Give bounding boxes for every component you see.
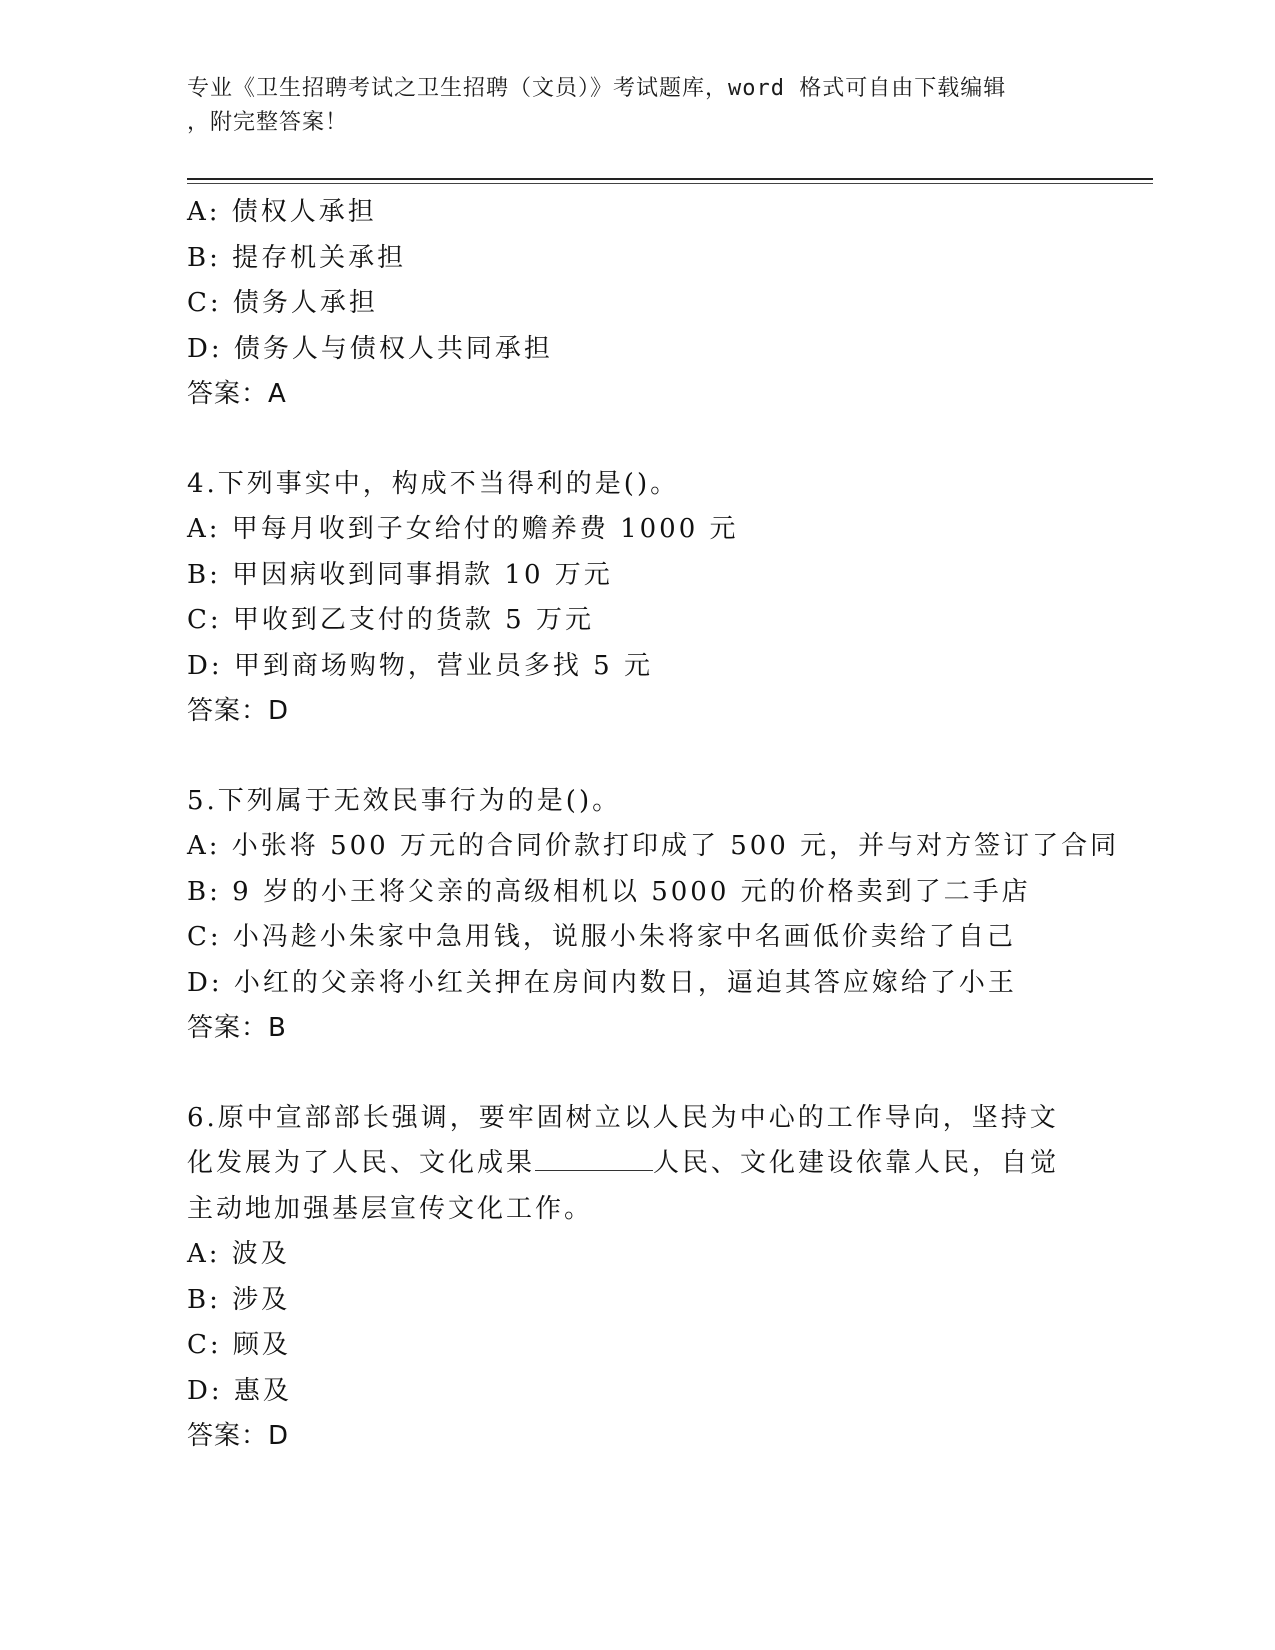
option-d: D: 债务人与债权人共同承担 (187, 333, 553, 364)
header-title-line-2: ，附完整答案！ (187, 110, 349, 135)
option-d: D: 甲到商场购物，营业员多找 5 元 (187, 650, 653, 681)
question-list (187, 190, 1120, 1460)
option-d: D: 小红的父亲将小红关押在房间内数日，逼迫其答应嫁给了小王 (187, 967, 1017, 998)
header-divider-thin (187, 183, 1153, 184)
answer: 答案：D (187, 1421, 290, 1451)
question-stem-part-2: 人民、文化建设依靠人民，自觉主动地加强基层宣传文化工作。 (187, 1148, 1060, 1224)
option-b: B: 甲因病收到同事捐款 10 万元 (187, 559, 613, 590)
answer: 答案：D (187, 696, 290, 726)
answer: 答案：B (187, 1013, 287, 1043)
question-6 (187, 1096, 1107, 1460)
option-b: B: 9 岁的小王将父亲的高级相机以 5000 元的价格卖到了二手店 (187, 876, 1031, 907)
document-header (187, 72, 1067, 140)
option-a: A: 债权人承担 (187, 197, 377, 227)
question-stem: 4.下列事实中，构成不当得利的是()。 (187, 468, 680, 499)
option-a: A: 小张将 500 万元的合同价款打印成了 500 元，并与对方签订了合同 (187, 831, 1120, 861)
option-b: B: 提存机关承担 (187, 242, 407, 273)
answer: 答案：A (187, 379, 287, 409)
header-divider-thick (187, 178, 1153, 180)
header-title-line-1: 专业《卫生招聘考试之卫生招聘（文员）》考试题库，word 格式可自由下载编辑 (187, 76, 1007, 101)
spacer (187, 418, 1107, 462)
question-stem-part-1: 6.原中宣部部长强调，要牢固树立以人民为中心的工作导向，坚持文化发展为了人民、文化成果 (187, 1102, 1059, 1178)
question-4 (187, 462, 1107, 735)
option-c: C: 债务人承担 (187, 288, 378, 318)
fill-in-blank (535, 1144, 653, 1171)
question-stem (187, 1096, 1067, 1233)
question-3 (187, 190, 1107, 418)
question-5 (187, 779, 1120, 1052)
option-c: C: 顾及 (187, 1330, 291, 1360)
spacer (187, 735, 1107, 779)
spacer (187, 1052, 1107, 1096)
option-c: C: 甲收到乙支付的货款 5 万元 (187, 605, 594, 635)
option-a: A: 甲每月收到子女给付的赡养费 1000 元 (187, 514, 739, 544)
option-a: A: 波及 (187, 1239, 290, 1269)
question-stem: 5.下列属于无效民事行为的是()。 (187, 785, 622, 816)
option-b: B: 涉及 (187, 1284, 291, 1315)
option-d: D: 惠及 (187, 1375, 292, 1406)
option-c: C: 小冯趁小朱家中急用钱，说服小朱将家中名画低价卖给了自己 (187, 922, 1016, 952)
